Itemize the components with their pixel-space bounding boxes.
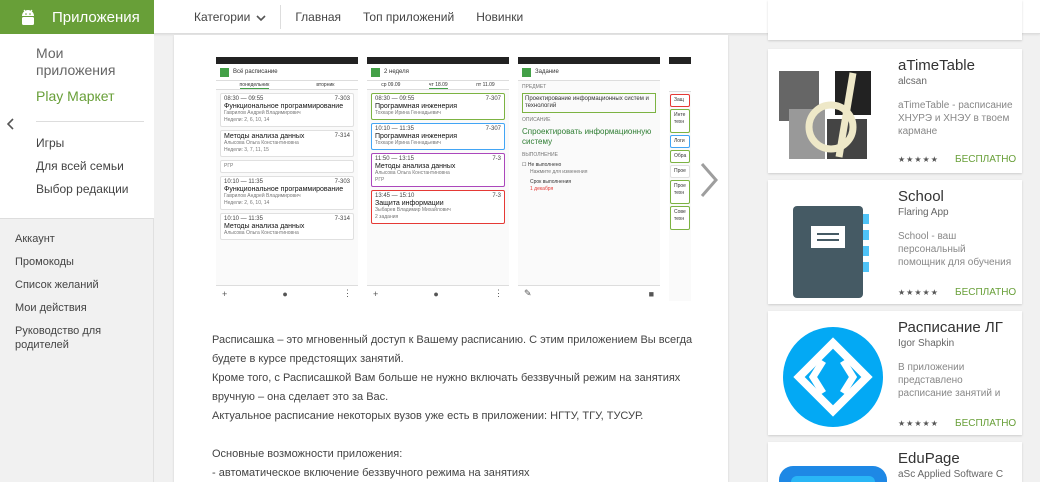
app-icon [220, 68, 229, 77]
price-label[interactable]: БЕСПЛАТНО [955, 418, 1017, 429]
description-paragraph [212, 426, 702, 445]
atimetable-logo [779, 59, 887, 167]
app-name[interactable]: EduPage [898, 450, 960, 467]
card-subject: Методы анализа данных [224, 133, 305, 140]
nav-top-apps-link[interactable]: Топ приложений [363, 10, 455, 24]
list-item: Логи [670, 135, 690, 148]
nav-item-family[interactable]: Для всей семьи [36, 159, 124, 173]
press-to-change-text: Нажмите для изменения [530, 169, 588, 175]
card-room: 7-307 [485, 126, 501, 132]
categories-dropdown[interactable] [194, 10, 266, 24]
card-teacher: Гаврилов Андрей Владимирович [224, 193, 301, 199]
play-market-link[interactable]: Play Маркет [36, 88, 115, 104]
screenshot-app-bar [518, 64, 660, 81]
card-room: 7-303 [334, 179, 350, 185]
palette-icon: ● [282, 288, 288, 299]
card-extra: РГР [224, 163, 234, 169]
description-label: ОПИСАНИЕ [522, 117, 551, 123]
price-label[interactable]: БЕСПЛАТНО [955, 154, 1017, 165]
list-item: Защ [670, 94, 690, 107]
collapse-nav-button[interactable] [0, 34, 20, 218]
app-name[interactable]: aTimeTable [898, 57, 975, 74]
done-label: ВЫПОЛНЕНИЕ [522, 152, 558, 158]
screenshot-bottom-bar [216, 285, 358, 301]
nav-item-editors-choice[interactable]: Выбор редакции [36, 182, 129, 196]
card-time: 13:45 — 15:10 [375, 193, 415, 199]
screenshot-app-bar [367, 64, 509, 81]
app-description: В приложении представлено расписание занятий и [898, 362, 1001, 399]
notebook-icon [779, 190, 887, 298]
screenshot-title: 2 неделя [384, 69, 409, 75]
screenshot-tabs [367, 81, 509, 90]
nav-divider [280, 5, 281, 29]
list-item: Обра [670, 150, 690, 163]
card-teacher: Тохкаре Ирина Геннадьевич [375, 110, 441, 116]
screenshot-bottom-bar [367, 285, 509, 301]
app-description: School - ваш персональный помощник для обучения [898, 231, 1012, 268]
rating-stars: ★★★★★ [898, 419, 939, 428]
card-teacher: Зыбарев Владимир Михайлович [375, 207, 451, 213]
subject-field: Проектирование информационных систем и технологий [522, 93, 656, 113]
tab-label: понедельник [239, 81, 270, 88]
plus-icon: + [373, 288, 379, 299]
schedule-card [371, 93, 505, 120]
app-icon [371, 68, 380, 77]
android-icon [18, 7, 38, 27]
task-description: Спроектировать информационную систему [522, 127, 652, 146]
card-teacher: Алысова Ольга Константиновна [224, 140, 299, 146]
account-divider [0, 218, 154, 219]
edupage-logo [779, 452, 887, 482]
brand-apps[interactable] [0, 0, 154, 34]
card-room: 7-314 [334, 216, 350, 222]
chevron-left-icon [7, 117, 14, 135]
app-developer[interactable]: Igor Shapkin [898, 338, 955, 349]
card-teacher: Гаврилов Андрей Владимирович [224, 110, 301, 116]
card-subject: Методы анализа данных [224, 223, 305, 230]
card-teacher: Тохкаре Ирина Геннадьевич [375, 140, 441, 146]
app-details-card [174, 35, 728, 482]
description-paragraph: - автоматическое включение беззвучного режима на занятиях [212, 467, 530, 479]
edit-icon: ✎ [524, 288, 532, 298]
schedule-card [220, 213, 354, 240]
card-teacher: Алысова Ольга Константиновна [224, 230, 299, 236]
similar-app-card[interactable] [768, 311, 1022, 435]
description-paragraph: Основные возможности приложения: [212, 448, 403, 460]
app-icon [522, 68, 531, 77]
screenshot-tabs [216, 81, 358, 90]
wishlist-link[interactable]: Список желаний [15, 279, 99, 291]
rating-stars: ★★★★★ [898, 288, 939, 297]
more-icon: ⋮ [342, 288, 352, 298]
schedule-card [371, 123, 505, 150]
card-room: 7-314 [334, 133, 350, 139]
list-item: Прое техн [670, 180, 690, 204]
screenshot-app-bar [216, 64, 358, 81]
my-apps-link[interactable]: Мои приложения [36, 45, 116, 78]
card-teacher: Алысова Ольга Константиновна [375, 170, 450, 176]
card-room: 7-303 [334, 96, 350, 102]
card-subject: Методы анализа данных [375, 163, 456, 170]
schedule-card [220, 176, 354, 210]
palette-icon: ● [433, 288, 439, 299]
screenshot-1[interactable] [216, 57, 358, 301]
more-icon: ⋮ [493, 288, 503, 298]
tab-label: ср 09.09 [381, 82, 401, 88]
similar-app-card[interactable] [768, 442, 1022, 482]
status-bar [518, 57, 660, 64]
status-bar [367, 57, 509, 64]
nav-item-games[interactable]: Игры [36, 136, 65, 150]
screenshot-3[interactable] [518, 57, 660, 301]
card-time: 10:10 — 11:35 [224, 179, 263, 185]
card-subject: Функциональное программирование [224, 186, 344, 193]
schedule-card [220, 160, 354, 173]
schedule-card [371, 190, 505, 224]
app-description [212, 331, 702, 482]
not-done-text: Не выполнено [527, 162, 562, 168]
schedule-card [220, 130, 354, 157]
similar-app-card-prev[interactable] [768, 0, 1022, 40]
similar-app-card[interactable] [768, 49, 1022, 173]
screenshot-2[interactable] [367, 57, 509, 301]
card-time: 10:10 — 11:35 [224, 216, 263, 222]
subject-label: ПРЕДМЕТ [522, 84, 547, 90]
deadline-value: 1 декабря [530, 186, 554, 192]
screenshot-bottom-bar [518, 285, 660, 301]
card-time: 08:30 — 09:55 [375, 96, 415, 102]
promo-codes-link[interactable]: Промокоды [15, 256, 74, 268]
description-paragraph: Расписашка – это мгновенный доступ к Вашему расписанию. С этим приложением Вы всегда будете в курсе предстоящих занятий. [212, 334, 693, 365]
left-nav-panel [0, 34, 154, 218]
app-name[interactable]: School [898, 188, 944, 205]
card-room: 7-307 [485, 96, 501, 102]
deadline-label: Срок выполнения [530, 179, 572, 185]
list-item: Сове техн [670, 206, 690, 230]
card-subject: Защита информации [375, 200, 444, 207]
card-extra: Недели: 2, 6, 10, 14 [224, 200, 270, 206]
card-extra: Недели: 2, 6, 10, 14 [224, 117, 270, 123]
card-room: 7-3 [492, 156, 501, 162]
tab-label: вторник [316, 82, 335, 88]
app-developer[interactable]: alcsan [898, 76, 927, 87]
rating-stars: ★★★★★ [898, 155, 939, 164]
app-description: aTimeTable - расписание ХНУРЭ и ХНЭУ в твоем кармане [898, 100, 1013, 137]
screenshot-4[interactable] [669, 57, 691, 301]
status-bar [669, 57, 691, 64]
card-subject: Программная инженерия [375, 103, 457, 110]
card-time: 11:50 — 13:15 [375, 156, 414, 162]
card-subject: Функциональное программирование [224, 103, 344, 110]
screenshot-4-list [669, 94, 691, 230]
list-item: Инте техн [670, 109, 690, 133]
card-time: 10:10 — 11:35 [375, 126, 414, 132]
description-paragraph: Актуальное расписание некоторых вузов уже есть в приложении: НГТУ, ТГУ, ТУСУР. [212, 410, 644, 422]
app-name[interactable]: Расписание ЛГ [898, 319, 1003, 336]
card-extra: РГР [375, 177, 385, 183]
done-checkbox-row: ☐ Не выполнено [522, 162, 562, 168]
plus-icon: + [222, 288, 228, 299]
nav-new-link[interactable]: Новинки [476, 10, 524, 24]
top-nav [194, 0, 545, 34]
description-paragraph: Кроме того, с Расписашкой Вам больше не нужно включать беззвучный режим на занятиях вручную – она сделает это за Вас. [212, 372, 681, 403]
tab-label: чт 18.09 [428, 81, 448, 88]
card-room: 7-3 [492, 193, 501, 199]
schedule-card [220, 93, 354, 127]
delete-icon: ■ [648, 288, 654, 299]
chevron-down-icon [256, 10, 266, 24]
screenshot-title: Всё расписание [233, 69, 278, 75]
schedule-card [371, 153, 505, 187]
card-extra: 2 задания [375, 214, 399, 220]
brand-title: Приложения [52, 8, 140, 26]
screenshot-title: Задание [535, 69, 559, 75]
card-subject: Программная инженерия [375, 133, 457, 140]
categories-label: Категории [194, 10, 251, 24]
my-activity-link[interactable]: Мои действия [15, 302, 87, 314]
card-time: 08:30 — 09:55 [224, 96, 264, 102]
card-extra: Недели: 3, 7, 11, 15 [224, 147, 269, 153]
next-screenshot-button[interactable] [698, 160, 720, 200]
nav-home-link[interactable]: Главная [295, 10, 341, 24]
account-link[interactable]: Аккаунт [15, 233, 55, 245]
list-item: Прое [670, 165, 690, 178]
app-developer[interactable]: Flaring App [898, 207, 949, 218]
chevron-right-icon [698, 187, 720, 204]
screenshot-app-bar [669, 64, 691, 92]
diamond-arrows-logo [779, 321, 887, 429]
parent-guide-link[interactable]: Руководство для родителей [15, 325, 102, 351]
price-label[interactable]: БЕСПЛАТНО [955, 287, 1017, 298]
app-developer[interactable]: aSc Applied Software C [898, 469, 1004, 480]
nav-divider [36, 121, 144, 122]
status-bar [216, 57, 358, 64]
similar-app-card[interactable] [768, 180, 1022, 304]
tab-label: пт 11.09 [476, 82, 495, 88]
